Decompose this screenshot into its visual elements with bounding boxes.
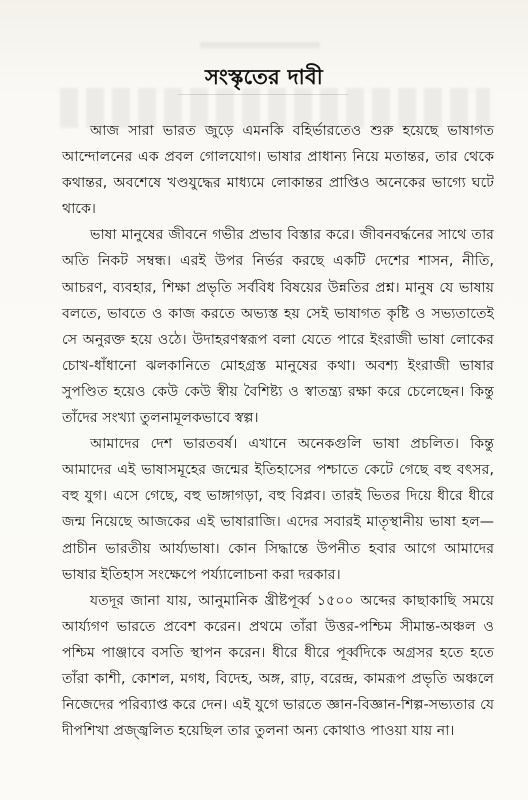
show-through-mark (200, 42, 320, 48)
paragraph-1: আজ সারা ভারত জুড়ে এমনকি বহির্ভারতেও শুরু হয়েছে ভাষাগত আন্দোলনের এক প্রবল গোলযোগ। ভাষার প্রাধান্য নিয়ে মতান্তর, তার থেকে কথান্তর, অবশেষে খণ্ডযুদ্ধের মাধ্যমে লোকান্তর প্রাপ্তিও অনেকের ভাগ্যে ঘটে থাকে। (62, 123, 494, 218)
paragraph-3: আমাদের দেশ ভারতবর্ষ। এখানে অনেকগুলি ভাষা প্রচলিত। কিন্তু আমাদের এই ভাষাসমূহের জন্মের ইতিহাসের পশ্চাতে কেটে গেছে বহু বৎসর, বহু যুগ। এসে গেছে, বহু ভাঙ্গাগড়া, বহু বিপ্লব। তারই ভিতর দিয়ে ধীরে ধীরে জন্ম নিয়েছে আজকের এই ভাষারাজি। এদের সবারই মাতৃস্থানীয় ভাষা হল—প্রাচীন ভারতীয় আর্য্যভাষা। কোন সিদ্ধান্তে উপনীত হবার আগে আমাদের ভাষার ইতিহাস সংক্ষেপে পর্য্যালোচনা করা দরকার। (62, 436, 494, 583)
paragraph-2: ভাষা মানুষের জীবনে গভীর প্রভাব বিস্তার করে। জীবনবর্দ্ধনের সাথে তার অতি নিকট সম্বন্ধ। এরই উপর নির্ভর করছে একটি দেশের শাসন, নীতি, আচরণ, ব্যবহার, শিক্ষা প্রভৃতি সর্ববিধ বিষয়ের উন্নতির প্রশ্ন। মানুষ যে ভাষায় বলতে, ভাবতে ও কাজ করতে অভ্যস্ত হয় সেই ভাষাগত কৃষ্টি ও সভ্যতাতেই সে অনুরক্ত হয়ে ওঠে। উদাহরণস্বরূপ বলা যেতে পারে ইংরাজী ভাষা লোকের চোখ-ধাঁধানো ঝলকানিতে মোহগ্রস্ত মানুষের কথা। অবশ্য ইংরাজী ভাষার সুপণ্ডিত হয়েও কেউ কেউ স্বীয় বৈশিষ্ট্য ও স্বাতন্ত্র্য রক্ষা করে চেলেছেন। কিন্তু তাঁদের সংখ্যা তুলনামূলকভাবে স্বল্প। (62, 227, 494, 427)
body-text (62, 118, 494, 744)
chapter-title: সংস্কৃতের দাবী (204, 65, 324, 89)
paragraph-4: যতদূর জানা যায়, আনুমানিক খ্রীষ্টপূর্ব্ব ১৫০০ অব্দের কাছাকাছি সময়ে আর্য্যগণ ভারতে প্রবেশ করেন। প্রথমে তাঁরা উত্তর-পশ্চিম সীমান্ত-অঞ্চল ও পশ্চিম পাঞ্জাবে বসতি স্থাপন করেন। ধীরে ধীরে পূর্ব্বদিকে অগ্রসর হতে হতে তাঁরা কাশী, কোশল, মগধ, বিদেহ, অঙ্গ, রাঢ়, বরেন্দ্র, কামরূপ প্রভৃতি অঞ্চলে নিজেদের পরিব্যাপ্ত করে দেন। এই যুগে ভারতে জ্ঞান-বিজ্ঞান-শিল্প-সভ্যতার যে দীপশিখা প্রজ্জ্বলিত হয়েছিল তার তুলনা অন্য কোথাও পাওয়া যায় না। (62, 592, 494, 740)
title-rule (178, 94, 348, 95)
